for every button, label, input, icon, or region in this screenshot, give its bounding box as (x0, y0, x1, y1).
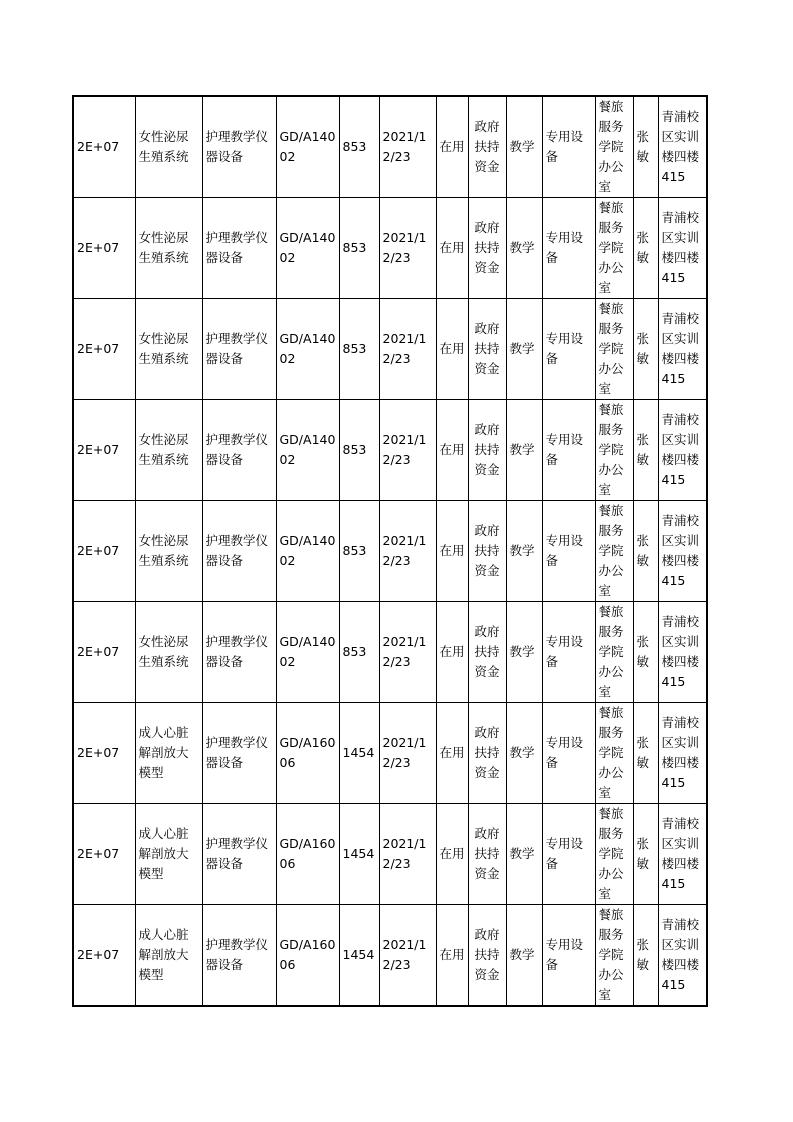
funding-source-text: 政府扶持资金 (474, 119, 500, 174)
asset-price-cell (339, 804, 379, 905)
asset-number-cell (73, 905, 135, 1007)
asset-name-cell (135, 299, 202, 400)
table-row (73, 602, 707, 703)
keeper-text: 张敏 (636, 432, 650, 467)
asset-code-cell (276, 602, 339, 703)
asset-price-text: 1454 (342, 846, 375, 861)
keeper-cell (633, 501, 658, 602)
funding-source-cell (468, 703, 506, 804)
asset-name-text: 成人心脏解剖放大模型 (138, 725, 189, 780)
usage-purpose-text: 教学 (509, 947, 535, 962)
location-text: 青浦校区实训楼四楼415 (661, 715, 700, 790)
keeper-text: 张敏 (636, 836, 650, 871)
asset-price-cell (339, 299, 379, 400)
usage-status-cell (436, 299, 468, 400)
funding-source-text: 政府扶持资金 (474, 624, 500, 679)
asset-number-text: 2E+07 (77, 139, 120, 154)
equipment-type-text: 专用设备 (545, 129, 584, 164)
acquisition-date-cell (379, 804, 436, 905)
funding-source-cell (468, 96, 506, 198)
table-row (73, 804, 707, 905)
asset-number-text: 2E+07 (77, 341, 120, 356)
usage-purpose-cell (506, 96, 542, 198)
asset-price-cell (339, 198, 379, 299)
usage-purpose-cell (506, 905, 542, 1007)
usage-purpose-cell (506, 299, 542, 400)
funding-source-text: 政府扶持资金 (474, 321, 500, 376)
department-text: 餐旅服务学院办公室 (598, 99, 624, 194)
table-row (73, 299, 707, 400)
acquisition-date-text: 2021/12/23 (382, 331, 427, 366)
asset-table (72, 95, 708, 1007)
department-text: 餐旅服务学院办公室 (598, 806, 624, 901)
department-cell (595, 602, 633, 703)
usage-purpose-cell (506, 804, 542, 905)
asset-code-cell (276, 905, 339, 1007)
location-text: 青浦校区实训楼四楼415 (661, 311, 700, 386)
asset-name-text: 成人心脏解剖放大模型 (138, 826, 189, 881)
usage-status-text: 在用 (439, 947, 465, 962)
asset-price-text: 853 (342, 644, 367, 659)
equipment-type-cell (542, 400, 595, 501)
asset-number-text: 2E+07 (77, 543, 120, 558)
funding-source-cell (468, 501, 506, 602)
usage-purpose-text: 教学 (509, 745, 535, 760)
funding-source-cell (468, 804, 506, 905)
usage-status-cell (436, 804, 468, 905)
acquisition-date-cell (379, 703, 436, 804)
acquisition-date-cell (379, 905, 436, 1007)
equipment-type-cell (542, 96, 595, 198)
asset-category-text: 护理教学仪器设备 (205, 937, 269, 972)
acquisition-date-cell (379, 602, 436, 703)
asset-category-cell (202, 96, 276, 198)
equipment-type-cell (542, 804, 595, 905)
acquisition-date-text: 2021/12/23 (382, 129, 427, 164)
asset-code-text: GD/A14002 (279, 634, 336, 669)
asset-code-text: GD/A14002 (279, 533, 336, 568)
department-text: 餐旅服务学院办公室 (598, 301, 624, 396)
asset-name-cell (135, 905, 202, 1007)
usage-status-text: 在用 (439, 341, 465, 356)
asset-number-cell (73, 501, 135, 602)
asset-number-text: 2E+07 (77, 644, 120, 659)
asset-price-text: 1454 (342, 947, 375, 962)
location-cell (658, 905, 707, 1007)
asset-category-cell (202, 602, 276, 703)
location-text: 青浦校区实训楼四楼415 (661, 513, 700, 588)
keeper-text: 张敏 (636, 735, 650, 770)
asset-number-cell (73, 602, 135, 703)
asset-name-text: 女性泌尿生殖系统 (138, 432, 189, 467)
equipment-type-cell (542, 703, 595, 804)
acquisition-date-text: 2021/12/23 (382, 937, 427, 972)
keeper-cell (633, 96, 658, 198)
table-row (73, 400, 707, 501)
asset-price-text: 1454 (342, 745, 375, 760)
acquisition-date-text: 2021/12/23 (382, 533, 427, 568)
location-cell (658, 400, 707, 501)
department-cell (595, 198, 633, 299)
asset-price-cell (339, 96, 379, 198)
usage-status-cell (436, 501, 468, 602)
asset-number-cell (73, 400, 135, 501)
asset-category-cell (202, 905, 276, 1007)
asset-code-text: GD/A14002 (279, 230, 336, 265)
acquisition-date-text: 2021/12/23 (382, 836, 427, 871)
equipment-type-cell (542, 299, 595, 400)
asset-name-cell (135, 602, 202, 703)
acquisition-date-cell (379, 299, 436, 400)
funding-source-text: 政府扶持资金 (474, 725, 500, 780)
usage-status-text: 在用 (439, 240, 465, 255)
department-text: 餐旅服务学院办公室 (598, 503, 624, 598)
location-cell (658, 501, 707, 602)
equipment-type-cell (542, 602, 595, 703)
asset-number-cell (73, 96, 135, 198)
asset-number-cell (73, 299, 135, 400)
location-text: 青浦校区实训楼四楼415 (661, 917, 700, 992)
usage-status-text: 在用 (439, 644, 465, 659)
asset-name-cell (135, 198, 202, 299)
asset-category-cell (202, 703, 276, 804)
asset-name-text: 女性泌尿生殖系统 (138, 129, 189, 164)
funding-source-cell (468, 299, 506, 400)
asset-category-cell (202, 198, 276, 299)
keeper-cell (633, 602, 658, 703)
asset-name-text: 成人心脏解剖放大模型 (138, 927, 189, 982)
equipment-type-text: 专用设备 (545, 230, 584, 265)
asset-code-text: GD/A16006 (279, 937, 336, 972)
equipment-type-cell (542, 905, 595, 1007)
funding-source-text: 政府扶持资金 (474, 927, 500, 982)
asset-price-cell (339, 501, 379, 602)
asset-code-cell (276, 96, 339, 198)
asset-category-text: 护理教学仪器设备 (205, 129, 269, 164)
usage-status-cell (436, 198, 468, 299)
asset-code-cell (276, 501, 339, 602)
asset-code-cell (276, 198, 339, 299)
usage-purpose-text: 教学 (509, 442, 535, 457)
asset-price-cell (339, 703, 379, 804)
asset-category-text: 护理教学仪器设备 (205, 533, 269, 568)
asset-category-text: 护理教学仪器设备 (205, 230, 269, 265)
funding-source-cell (468, 602, 506, 703)
location-cell (658, 703, 707, 804)
asset-code-text: GD/A14002 (279, 432, 336, 467)
usage-purpose-cell (506, 703, 542, 804)
usage-purpose-text: 教学 (509, 644, 535, 659)
asset-category-cell (202, 400, 276, 501)
asset-price-text: 853 (342, 543, 367, 558)
asset-category-text: 护理教学仪器设备 (205, 634, 269, 669)
department-text: 餐旅服务学院办公室 (598, 705, 624, 800)
asset-name-cell (135, 703, 202, 804)
asset-name-text: 女性泌尿生殖系统 (138, 634, 189, 669)
asset-category-text: 护理教学仪器设备 (205, 432, 269, 467)
keeper-cell (633, 400, 658, 501)
acquisition-date-cell (379, 198, 436, 299)
usage-purpose-cell (506, 602, 542, 703)
asset-name-cell (135, 501, 202, 602)
funding-source-text: 政府扶持资金 (474, 826, 500, 881)
asset-name-text: 女性泌尿生殖系统 (138, 331, 189, 366)
location-text: 青浦校区实训楼四楼415 (661, 109, 700, 184)
asset-code-cell (276, 804, 339, 905)
asset-code-text: GD/A16006 (279, 735, 336, 770)
location-cell (658, 299, 707, 400)
funding-source-text: 政府扶持资金 (474, 523, 500, 578)
location-cell (658, 804, 707, 905)
asset-number-text: 2E+07 (77, 442, 120, 457)
funding-source-text: 政府扶持资金 (474, 220, 500, 275)
keeper-text: 张敏 (636, 533, 650, 568)
location-cell (658, 198, 707, 299)
asset-name-cell (135, 96, 202, 198)
department-cell (595, 400, 633, 501)
keeper-cell (633, 198, 658, 299)
asset-table-body (73, 96, 707, 1006)
asset-code-text: GD/A16006 (279, 836, 336, 871)
location-text: 青浦校区实训楼四楼415 (661, 816, 700, 891)
keeper-cell (633, 905, 658, 1007)
table-row (73, 501, 707, 602)
usage-status-text: 在用 (439, 745, 465, 760)
usage-status-text: 在用 (439, 846, 465, 861)
asset-code-text: GD/A14002 (279, 331, 336, 366)
asset-name-cell (135, 400, 202, 501)
department-cell (595, 804, 633, 905)
asset-name-text: 女性泌尿生殖系统 (138, 533, 189, 568)
asset-category-text: 护理教学仪器设备 (205, 331, 269, 366)
asset-category-cell (202, 299, 276, 400)
keeper-text: 张敏 (636, 230, 650, 265)
asset-price-cell (339, 905, 379, 1007)
acquisition-date-text: 2021/12/23 (382, 432, 427, 467)
department-text: 餐旅服务学院办公室 (598, 200, 624, 295)
equipment-type-cell (542, 501, 595, 602)
asset-number-cell (73, 198, 135, 299)
usage-purpose-cell (506, 501, 542, 602)
equipment-type-text: 专用设备 (545, 937, 584, 972)
asset-name-text: 女性泌尿生殖系统 (138, 230, 189, 265)
usage-status-cell (436, 96, 468, 198)
keeper-text: 张敏 (636, 937, 650, 972)
acquisition-date-text: 2021/12/23 (382, 230, 427, 265)
keeper-cell (633, 703, 658, 804)
asset-code-text: GD/A14002 (279, 129, 336, 164)
asset-code-cell (276, 703, 339, 804)
asset-category-cell (202, 804, 276, 905)
asset-code-cell (276, 299, 339, 400)
usage-purpose-text: 教学 (509, 846, 535, 861)
funding-source-cell (468, 400, 506, 501)
table-row (73, 905, 707, 1007)
asset-category-text: 护理教学仪器设备 (205, 735, 269, 770)
department-cell (595, 299, 633, 400)
usage-status-text: 在用 (439, 543, 465, 558)
keeper-text: 张敏 (636, 634, 650, 669)
location-cell (658, 602, 707, 703)
usage-purpose-text: 教学 (509, 341, 535, 356)
location-cell (658, 96, 707, 198)
funding-source-cell (468, 198, 506, 299)
acquisition-date-cell (379, 96, 436, 198)
table-row (73, 703, 707, 804)
equipment-type-text: 专用设备 (545, 533, 584, 568)
usage-status-cell (436, 905, 468, 1007)
equipment-type-cell (542, 198, 595, 299)
equipment-type-text: 专用设备 (545, 432, 584, 467)
usage-status-text: 在用 (439, 139, 465, 154)
asset-number-text: 2E+07 (77, 240, 120, 255)
usage-purpose-cell (506, 198, 542, 299)
table-row (73, 96, 707, 198)
equipment-type-text: 专用设备 (545, 735, 584, 770)
asset-price-cell (339, 400, 379, 501)
acquisition-date-cell (379, 400, 436, 501)
asset-code-cell (276, 400, 339, 501)
usage-purpose-text: 教学 (509, 139, 535, 154)
asset-name-cell (135, 804, 202, 905)
funding-source-cell (468, 905, 506, 1007)
acquisition-date-text: 2021/12/23 (382, 735, 427, 770)
department-cell (595, 905, 633, 1007)
table-row (73, 198, 707, 299)
usage-status-cell (436, 602, 468, 703)
acquisition-date-text: 2021/12/23 (382, 634, 427, 669)
location-text: 青浦校区实训楼四楼415 (661, 412, 700, 487)
usage-purpose-text: 教学 (509, 240, 535, 255)
asset-number-text: 2E+07 (77, 947, 120, 962)
asset-price-text: 853 (342, 442, 367, 457)
usage-status-cell (436, 400, 468, 501)
department-cell (595, 501, 633, 602)
equipment-type-text: 专用设备 (545, 836, 584, 871)
asset-number-cell (73, 804, 135, 905)
department-text: 餐旅服务学院办公室 (598, 907, 624, 1002)
asset-category-cell (202, 501, 276, 602)
department-cell (595, 96, 633, 198)
equipment-type-text: 专用设备 (545, 634, 584, 669)
location-text: 青浦校区实训楼四楼415 (661, 210, 700, 285)
asset-number-text: 2E+07 (77, 745, 120, 760)
acquisition-date-cell (379, 501, 436, 602)
department-cell (595, 703, 633, 804)
keeper-cell (633, 299, 658, 400)
keeper-text: 张敏 (636, 129, 650, 164)
keeper-cell (633, 804, 658, 905)
asset-category-text: 护理教学仪器设备 (205, 836, 269, 871)
asset-price-text: 853 (342, 341, 367, 356)
usage-purpose-text: 教学 (509, 543, 535, 558)
usage-status-cell (436, 703, 468, 804)
keeper-text: 张敏 (636, 331, 650, 366)
usage-purpose-cell (506, 400, 542, 501)
asset-price-text: 853 (342, 240, 367, 255)
asset-price-text: 853 (342, 139, 367, 154)
usage-status-text: 在用 (439, 442, 465, 457)
funding-source-text: 政府扶持资金 (474, 422, 500, 477)
department-text: 餐旅服务学院办公室 (598, 604, 624, 699)
location-text: 青浦校区实训楼四楼415 (661, 614, 700, 689)
equipment-type-text: 专用设备 (545, 331, 584, 366)
department-text: 餐旅服务学院办公室 (598, 402, 624, 497)
asset-number-text: 2E+07 (77, 846, 120, 861)
asset-price-cell (339, 602, 379, 703)
asset-number-cell (73, 703, 135, 804)
